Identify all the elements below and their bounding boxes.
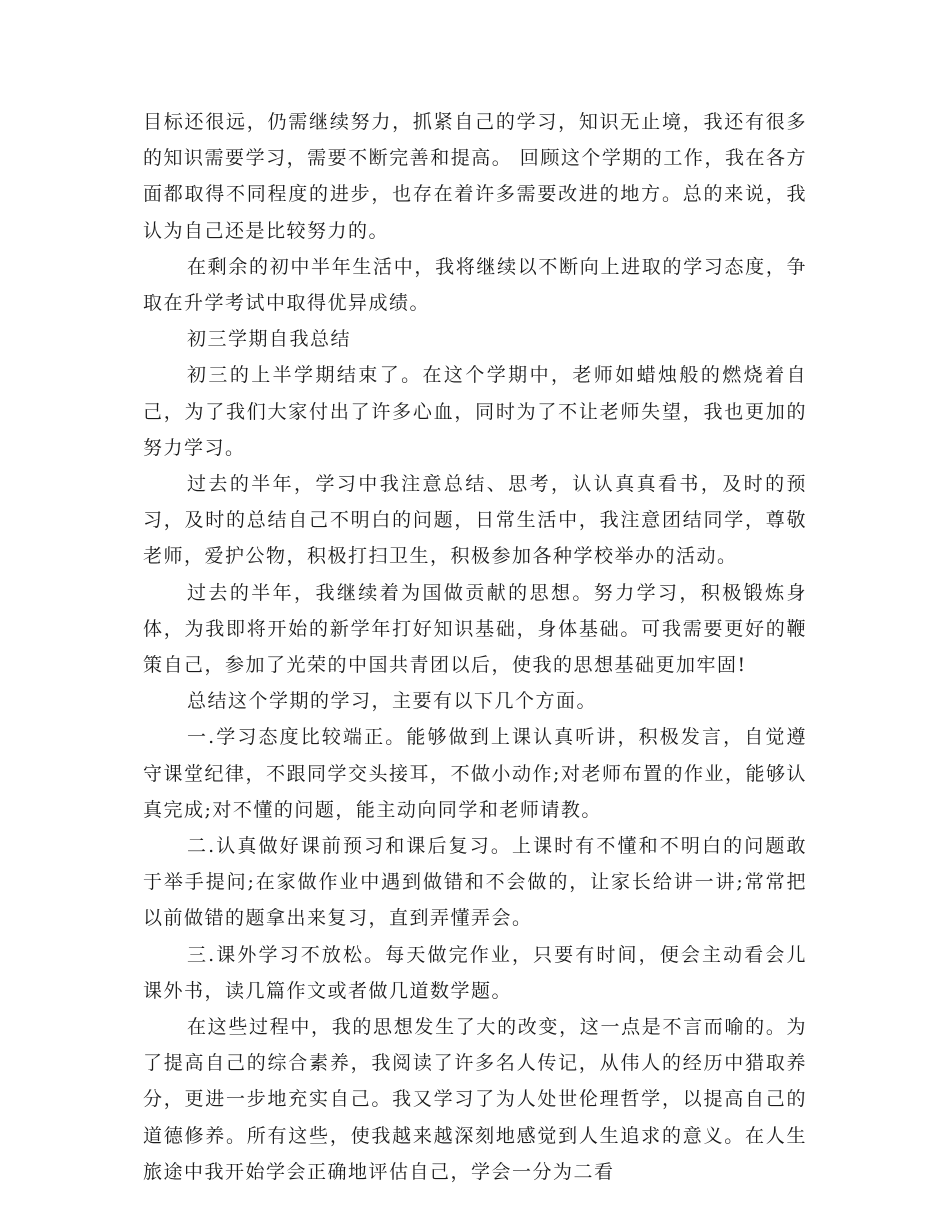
paragraph-thought-change: 在这些过程中，我的思想发生了大的改变，这一点是不言而喻的。为了提高自己的综合素养，我阅读了许多名人传记，从伟人的经历中猎取养分，更进一步地充实自己。我又学习了为人处世伦理哲学，以提高自己的道德修养。所有这些，使我越来越深刻地感觉到人生追求的意义。在人生旅途中我开始学会正确地评估自己，学会一分为二看 [143, 1016, 807, 1183]
list-item-attitude: 一.学习态度比较端正。能够做到上课认真听讲，积极发言，自觉遵守课堂纪律，不跟同学交头接耳，不做小动作;对老师布置的作业，能够认真完成;对不懂的问题，能主动向同学和老师请教。 [143, 726, 807, 821]
list-item-extracurricular: 三.课外学习不放松。每天做完作业，只要有时间，便会主动看会儿课外书，读几篇作文或者做几道数学题。 [143, 943, 807, 1002]
paragraph-past-half-year-thought: 过去的半年，我继续着为国做贡献的思想。努力学习，积极锻炼身体，为我即将开始的新学年打好知识基础，身体基础。可我需要更好的鞭策自己，参加了光荣的中国共青团以后，使我的思想基础更加牢固! [143, 581, 807, 677]
paragraph-semester-ended: 初三的上半学期结束了。在这个学期中，老师如蜡烛般的燃烧着自己，为了我们大家付出了许多心血，同时为了不让老师失望，我也更加的努力学习。 [143, 364, 807, 459]
paragraph-remaining-half-year: 在剩余的初中半年生活中，我将继续以不断向上进取的学习态度，争取在升学考试中取得优异成绩。 [143, 255, 807, 315]
section-heading: 初三学期自我总结 [187, 328, 352, 351]
paragraph-past-half-year-study: 过去的半年，学习中我注意总结、思考，认认真真看书，及时的预习，及时的总结自己不明白的问题，日常生活中，我注意团结同学，尊敬老师，爱护公物，积极打扫卫生，积极参加各种学校举办的活动。 [143, 473, 807, 568]
list-item-preview-review: 二.认真做好课前预习和课后复习。上课时有不懂和不明白的问题敢于举手提问;在家做作业中遇到做错和不会做的，让家长给讲一讲;常常把以前做错的题拿出来复习，直到弄懂弄会。 [143, 835, 807, 930]
paragraph-continuation-goals: 目标还很远，仍需继续努力，抓紧自己的学习，知识无止境，我还有很多的知识需要学习，需要不断完善和提高。 回顾这个学期的工作，我在各方面都取得不同程度的进步，也存在着许多需要改进的地方。总的来说，我认为自己还是比较努力的。 [143, 111, 807, 242]
document-body [143, 104, 807, 1190]
paragraph-summary-intro: 总结这个学期的学习，主要有以下几个方面。 [187, 690, 598, 713]
